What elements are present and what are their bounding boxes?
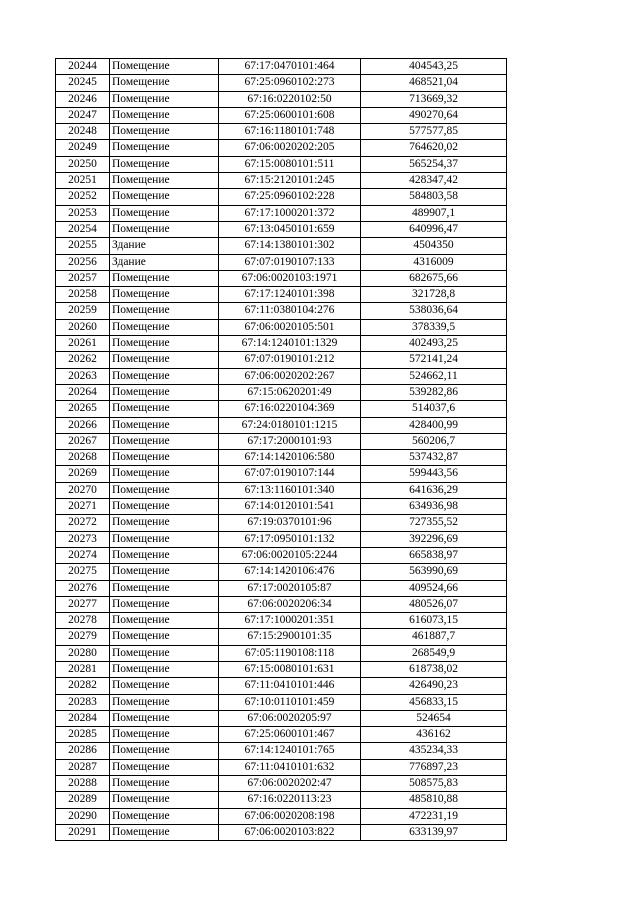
cadastral-value-cell: 321728,8: [361, 287, 507, 303]
table-row: [56, 792, 507, 808]
row-number-cell: 20254: [56, 221, 110, 237]
object-type-cell: Помещение: [110, 368, 219, 384]
object-type-cell: Помещение: [110, 580, 219, 596]
cadastral-number-cell: 67:11:0410101:446: [219, 678, 361, 694]
object-type-cell: Помещение: [110, 433, 219, 449]
cadastral-value-cell: 713669,32: [361, 91, 507, 107]
registry-table: [55, 58, 507, 841]
table-row: [56, 173, 507, 189]
cadastral-number-cell: 67:07:0190107:133: [219, 254, 361, 270]
cadastral-number-cell: 67:16:1180101:748: [219, 124, 361, 140]
cadastral-value-cell: 468521,04: [361, 75, 507, 91]
cadastral-value-cell: 560206,7: [361, 433, 507, 449]
cadastral-value-cell: 402493,25: [361, 336, 507, 352]
cadastral-number-cell: 67:19:0370101:96: [219, 515, 361, 531]
cadastral-number-cell: 67:16:0220113:23: [219, 792, 361, 808]
cadastral-value-cell: 378339,5: [361, 319, 507, 335]
cadastral-value-cell: 456833,15: [361, 694, 507, 710]
cadastral-value-cell: 409524,66: [361, 580, 507, 596]
object-type-cell: Помещение: [110, 645, 219, 661]
row-number-cell: 20280: [56, 645, 110, 661]
cadastral-value-cell: 599443,56: [361, 466, 507, 482]
object-type-cell: Помещение: [110, 450, 219, 466]
row-number-cell: 20288: [56, 776, 110, 792]
cadastral-value-cell: 584803,58: [361, 189, 507, 205]
cadastral-value-cell: 480526,07: [361, 596, 507, 612]
row-number-cell: 20273: [56, 531, 110, 547]
row-number-cell: 20260: [56, 319, 110, 335]
cadastral-value-cell: 426490,23: [361, 678, 507, 694]
row-number-cell: 20275: [56, 564, 110, 580]
row-number-cell: 20257: [56, 270, 110, 286]
table-row: [56, 189, 507, 205]
object-type-cell: Помещение: [110, 319, 219, 335]
row-number-cell: 20276: [56, 580, 110, 596]
cadastral-value-cell: 524662,11: [361, 368, 507, 384]
cadastral-value-cell: 4504350: [361, 238, 507, 254]
object-type-cell: Помещение: [110, 678, 219, 694]
table-row: [56, 254, 507, 270]
object-type-cell: Помещение: [110, 808, 219, 824]
row-number-cell: 20261: [56, 336, 110, 352]
object-type-cell: Помещение: [110, 547, 219, 563]
row-number-cell: 20255: [56, 238, 110, 254]
object-type-cell: Помещение: [110, 694, 219, 710]
cadastral-value-cell: 563990,69: [361, 564, 507, 580]
cadastral-value-cell: 618738,02: [361, 661, 507, 677]
table-row: [56, 368, 507, 384]
row-number-cell: 20264: [56, 384, 110, 400]
cadastral-number-cell: 67:17:1240101:398: [219, 287, 361, 303]
object-type-cell: Помещение: [110, 303, 219, 319]
cadastral-number-cell: 67:16:0220102:50: [219, 91, 361, 107]
object-type-cell: Здание: [110, 254, 219, 270]
cadastral-value-cell: 665838,97: [361, 547, 507, 563]
object-type-cell: Помещение: [110, 776, 219, 792]
cadastral-number-cell: 67:06:0020202:47: [219, 776, 361, 792]
table-row: [56, 645, 507, 661]
object-type-cell: Помещение: [110, 401, 219, 417]
table-row: [56, 384, 507, 400]
table-row: [56, 808, 507, 824]
cadastral-value-cell: 435234,33: [361, 743, 507, 759]
object-type-cell: Помещение: [110, 270, 219, 286]
row-number-cell: 20286: [56, 743, 110, 759]
cadastral-value-cell: 428347,42: [361, 173, 507, 189]
cadastral-value-cell: 489907,1: [361, 205, 507, 221]
cadastral-number-cell: 67:06:0020206:34: [219, 596, 361, 612]
cadastral-number-cell: 67:15:2120101:245: [219, 173, 361, 189]
cadastral-number-cell: 67:06:0020105:2244: [219, 547, 361, 563]
object-type-cell: Помещение: [110, 515, 219, 531]
row-number-cell: 20256: [56, 254, 110, 270]
cadastral-number-cell: 67:06:0020202:205: [219, 140, 361, 156]
table-row: [56, 401, 507, 417]
cadastral-number-cell: 67:14:1240101:765: [219, 743, 361, 759]
object-type-cell: Помещение: [110, 596, 219, 612]
table-row: [56, 156, 507, 172]
table-row: [56, 336, 507, 352]
row-number-cell: 20246: [56, 91, 110, 107]
table-row: [56, 580, 507, 596]
object-type-cell: Помещение: [110, 482, 219, 498]
row-number-cell: 20247: [56, 107, 110, 123]
cadastral-number-cell: 67:14:1420106:476: [219, 564, 361, 580]
cadastral-value-cell: 727355,52: [361, 515, 507, 531]
row-number-cell: 20284: [56, 710, 110, 726]
cadastral-value-cell: 776897,23: [361, 759, 507, 775]
object-type-cell: Помещение: [110, 661, 219, 677]
table-row: [56, 613, 507, 629]
table-row: [56, 75, 507, 91]
object-type-cell: Помещение: [110, 759, 219, 775]
object-type-cell: Помещение: [110, 124, 219, 140]
cadastral-value-cell: 572141,24: [361, 352, 507, 368]
cadastral-number-cell: 67:06:0020208:198: [219, 808, 361, 824]
row-number-cell: 20251: [56, 173, 110, 189]
cadastral-value-cell: 641636,29: [361, 482, 507, 498]
cadastral-number-cell: 67:17:1000201:351: [219, 613, 361, 629]
table-row: [56, 482, 507, 498]
table-row: [56, 91, 507, 107]
table-row: [56, 596, 507, 612]
row-number-cell: 20253: [56, 205, 110, 221]
object-type-cell: Помещение: [110, 824, 219, 840]
table-row: [56, 824, 507, 840]
cadastral-value-cell: 428400,99: [361, 417, 507, 433]
cadastral-number-cell: 67:14:1240101:1329: [219, 336, 361, 352]
table-row: [56, 140, 507, 156]
cadastral-value-cell: 490270,64: [361, 107, 507, 123]
row-number-cell: 20263: [56, 368, 110, 384]
table-row: [56, 629, 507, 645]
row-number-cell: 20259: [56, 303, 110, 319]
object-type-cell: Помещение: [110, 613, 219, 629]
cadastral-value-cell: 436162: [361, 727, 507, 743]
cadastral-number-cell: 67:24:0180101:1215: [219, 417, 361, 433]
cadastral-number-cell: 67:06:0020105:501: [219, 319, 361, 335]
registry-table-body: [56, 59, 507, 841]
cadastral-number-cell: 67:17:0020105:87: [219, 580, 361, 596]
cadastral-number-cell: 67:11:0410101:632: [219, 759, 361, 775]
cadastral-number-cell: 67:06:0020103:822: [219, 824, 361, 840]
row-number-cell: 20285: [56, 727, 110, 743]
table-row: [56, 759, 507, 775]
row-number-cell: 20265: [56, 401, 110, 417]
table-row: [56, 238, 507, 254]
object-type-cell: Помещение: [110, 189, 219, 205]
object-type-cell: Помещение: [110, 107, 219, 123]
object-type-cell: Здание: [110, 238, 219, 254]
cadastral-value-cell: 640996,47: [361, 221, 507, 237]
table-row: [56, 678, 507, 694]
table-row: [56, 776, 507, 792]
object-type-cell: Помещение: [110, 173, 219, 189]
cadastral-number-cell: 67:15:0620201:49: [219, 384, 361, 400]
cadastral-number-cell: 67:15:0080101:631: [219, 661, 361, 677]
cadastral-value-cell: 633139,97: [361, 824, 507, 840]
cadastral-value-cell: 472231,19: [361, 808, 507, 824]
row-number-cell: 20269: [56, 466, 110, 482]
table-row: [56, 499, 507, 515]
row-number-cell: 20281: [56, 661, 110, 677]
cadastral-number-cell: 67:13:1160101:340: [219, 482, 361, 498]
table-row: [56, 287, 507, 303]
row-number-cell: 20244: [56, 59, 110, 75]
object-type-cell: Помещение: [110, 352, 219, 368]
cadastral-value-cell: 508575,83: [361, 776, 507, 792]
cadastral-value-cell: 565254,37: [361, 156, 507, 172]
cadastral-number-cell: 67:17:2000101:93: [219, 433, 361, 449]
table-row: [56, 205, 507, 221]
cadastral-number-cell: 67:25:0600101:467: [219, 727, 361, 743]
cadastral-value-cell: 577577,85: [361, 124, 507, 140]
row-number-cell: 20245: [56, 75, 110, 91]
cadastral-number-cell: 67:25:0960102:273: [219, 75, 361, 91]
row-number-cell: 20274: [56, 547, 110, 563]
object-type-cell: Помещение: [110, 629, 219, 645]
cadastral-number-cell: 67:14:1420106:580: [219, 450, 361, 466]
object-type-cell: Помещение: [110, 287, 219, 303]
row-number-cell: 20278: [56, 613, 110, 629]
table-row: [56, 743, 507, 759]
cadastral-number-cell: 67:15:2900101:35: [219, 629, 361, 645]
row-number-cell: 20268: [56, 450, 110, 466]
object-type-cell: Помещение: [110, 140, 219, 156]
cadastral-number-cell: 67:14:0120101:541: [219, 499, 361, 515]
row-number-cell: 20282: [56, 678, 110, 694]
table-row: [56, 450, 507, 466]
row-number-cell: 20249: [56, 140, 110, 156]
row-number-cell: 20290: [56, 808, 110, 824]
row-number-cell: 20270: [56, 482, 110, 498]
cadastral-number-cell: 67:05:1190108:118: [219, 645, 361, 661]
table-row: [56, 417, 507, 433]
table-row: [56, 433, 507, 449]
cadastral-number-cell: 67:06:0020103:1971: [219, 270, 361, 286]
object-type-cell: Помещение: [110, 792, 219, 808]
cadastral-number-cell: 67:17:1000201:372: [219, 205, 361, 221]
cadastral-value-cell: 538036,64: [361, 303, 507, 319]
cadastral-value-cell: 634936,98: [361, 499, 507, 515]
object-type-cell: Помещение: [110, 564, 219, 580]
object-type-cell: Помещение: [110, 205, 219, 221]
table-row: [56, 124, 507, 140]
cadastral-number-cell: 67:17:0950101:132: [219, 531, 361, 547]
table-row: [56, 727, 507, 743]
cadastral-value-cell: 682675,66: [361, 270, 507, 286]
cadastral-number-cell: 67:07:0190107:144: [219, 466, 361, 482]
table-row: [56, 661, 507, 677]
cadastral-number-cell: 67:17:0470101:464: [219, 59, 361, 75]
cadastral-value-cell: 485810,88: [361, 792, 507, 808]
cadastral-number-cell: 67:15:0080101:511: [219, 156, 361, 172]
table-row: [56, 515, 507, 531]
row-number-cell: 20250: [56, 156, 110, 172]
row-number-cell: 20258: [56, 287, 110, 303]
object-type-cell: Помещение: [110, 499, 219, 515]
row-number-cell: 20272: [56, 515, 110, 531]
object-type-cell: Помещение: [110, 75, 219, 91]
table-row: [56, 694, 507, 710]
row-number-cell: 20271: [56, 499, 110, 515]
table-row: [56, 352, 507, 368]
table-row: [56, 59, 507, 75]
row-number-cell: 20287: [56, 759, 110, 775]
table-row: [56, 466, 507, 482]
row-number-cell: 20266: [56, 417, 110, 433]
cadastral-value-cell: 524654: [361, 710, 507, 726]
object-type-cell: Помещение: [110, 221, 219, 237]
row-number-cell: 20248: [56, 124, 110, 140]
cadastral-number-cell: 67:10:0110101:459: [219, 694, 361, 710]
row-number-cell: 20277: [56, 596, 110, 612]
table-row: [56, 547, 507, 563]
object-type-cell: Помещение: [110, 156, 219, 172]
object-type-cell: Помещение: [110, 531, 219, 547]
row-number-cell: 20283: [56, 694, 110, 710]
row-number-cell: 20267: [56, 433, 110, 449]
cadastral-value-cell: 4316009: [361, 254, 507, 270]
cadastral-value-cell: 616073,15: [361, 613, 507, 629]
object-type-cell: Помещение: [110, 466, 219, 482]
cadastral-value-cell: 537432,87: [361, 450, 507, 466]
table-row: [56, 107, 507, 123]
table-row: [56, 531, 507, 547]
object-type-cell: Помещение: [110, 384, 219, 400]
cadastral-value-cell: 392296,69: [361, 531, 507, 547]
cadastral-number-cell: 67:06:0020202:267: [219, 368, 361, 384]
row-number-cell: 20252: [56, 189, 110, 205]
table-row: [56, 221, 507, 237]
cadastral-value-cell: 268549,9: [361, 645, 507, 661]
cadastral-value-cell: 404543,25: [361, 59, 507, 75]
table-row: [56, 710, 507, 726]
cadastral-number-cell: 67:13:0450101:659: [219, 221, 361, 237]
cadastral-value-cell: 539282,86: [361, 384, 507, 400]
table-row: [56, 319, 507, 335]
table-row: [56, 564, 507, 580]
cadastral-number-cell: 67:14:1380101:302: [219, 238, 361, 254]
object-type-cell: Помещение: [110, 743, 219, 759]
cadastral-number-cell: 67:16:0220104:369: [219, 401, 361, 417]
cadastral-number-cell: 67:07:0190101:212: [219, 352, 361, 368]
cadastral-value-cell: 461887,7: [361, 629, 507, 645]
row-number-cell: 20279: [56, 629, 110, 645]
cadastral-number-cell: 67:25:0600101:608: [219, 107, 361, 123]
object-type-cell: Помещение: [110, 59, 219, 75]
cadastral-value-cell: 764620,02: [361, 140, 507, 156]
object-type-cell: Помещение: [110, 710, 219, 726]
row-number-cell: 20262: [56, 352, 110, 368]
cadastral-number-cell: 67:25:0960102:228: [219, 189, 361, 205]
row-number-cell: 20289: [56, 792, 110, 808]
table-row: [56, 270, 507, 286]
cadastral-number-cell: 67:11:0380104:276: [219, 303, 361, 319]
object-type-cell: Помещение: [110, 336, 219, 352]
object-type-cell: Помещение: [110, 91, 219, 107]
object-type-cell: Помещение: [110, 417, 219, 433]
cadastral-number-cell: 67:06:0020205:97: [219, 710, 361, 726]
table-row: [56, 303, 507, 319]
row-number-cell: 20291: [56, 824, 110, 840]
cadastral-value-cell: 514037,6: [361, 401, 507, 417]
object-type-cell: Помещение: [110, 727, 219, 743]
